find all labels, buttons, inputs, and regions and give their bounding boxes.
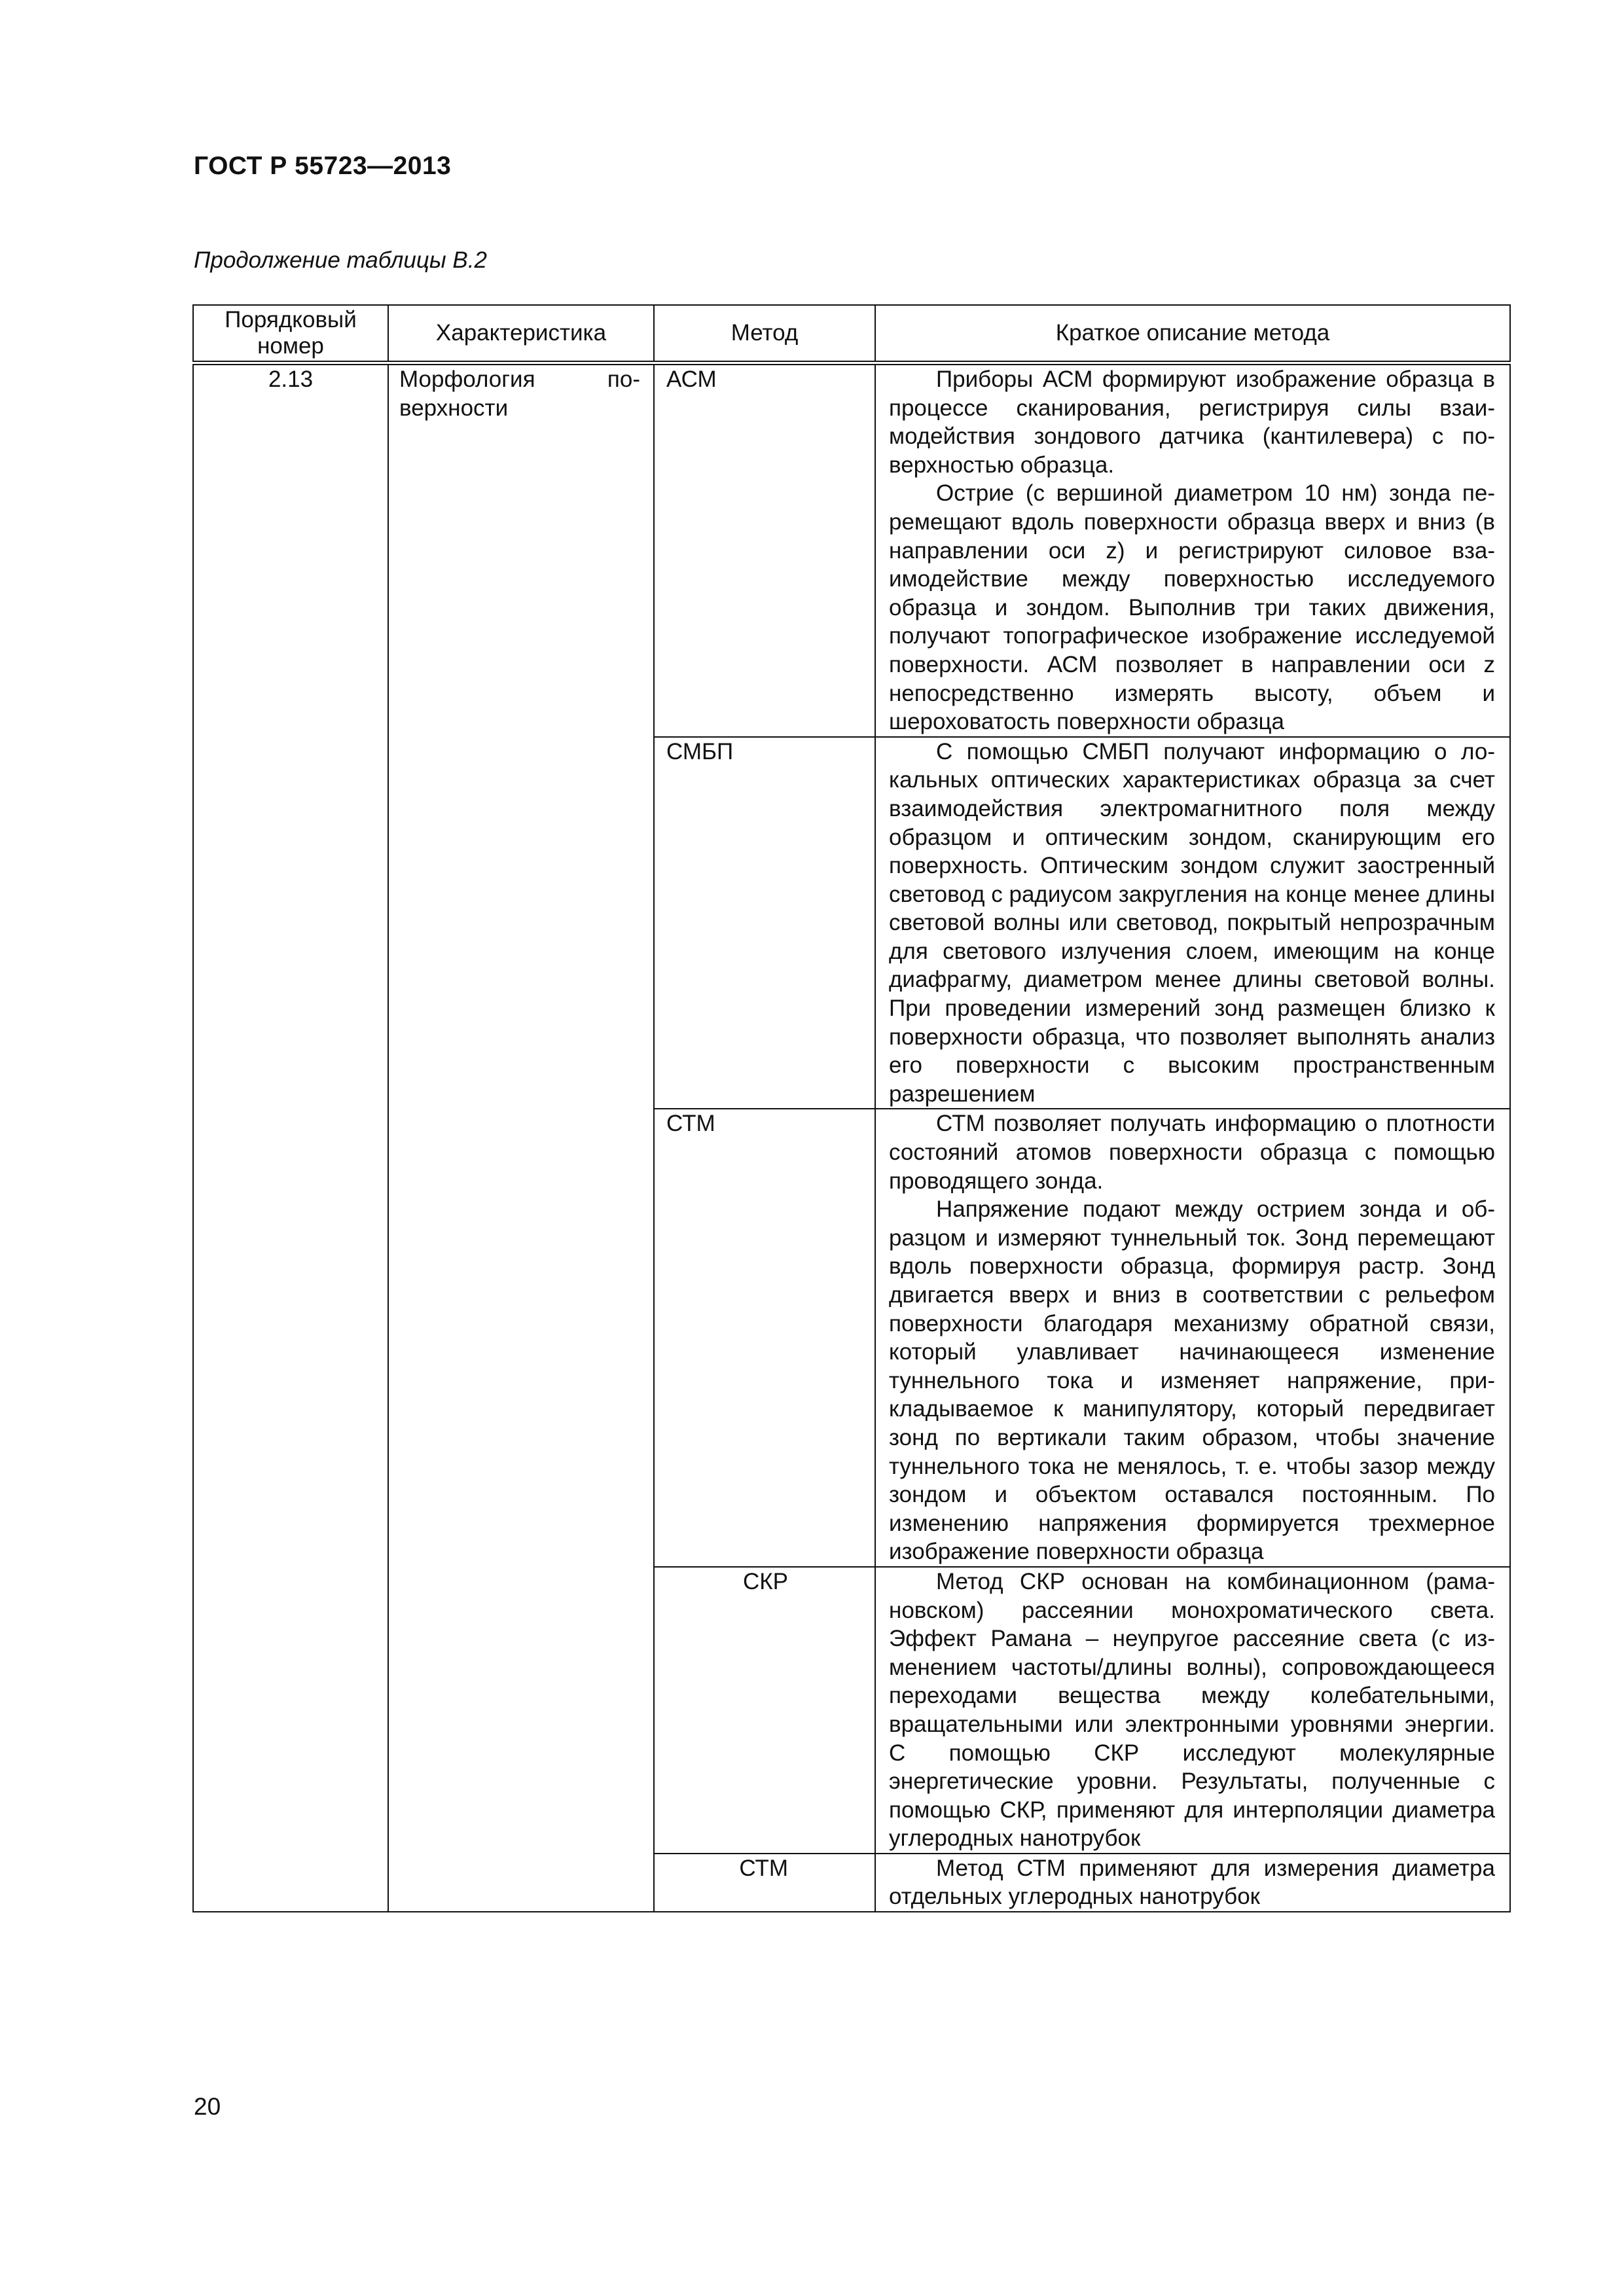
document-header: ГОСТ Р 55723—2013: [194, 152, 452, 180]
description-paragraph: Острие (с вершиной диаметром 10 нм) зонда перемещают вдоль поверхности образца вверх и вниз (в направлении оси z) и регистрируют силовое взаимодействие между поверхностью исследуемого образца и зондом. Выполнив три таких движения, получают топографическое изображение исследуемой поверхности. АСМ позволяет в направлении оси z непосредственно измерять высоту, объем и шероховатость поверхности образца: [889, 480, 1495, 735]
description-cell: [875, 1854, 1510, 1912]
characteristic-line-2: верхности: [399, 395, 509, 421]
method-cell: СКР: [654, 1567, 875, 1854]
table-header-row: [193, 305, 1510, 363]
description-paragraph: Приборы АСМ формируют изображение образца в процессе сканирования, регистрируя силы взаимодействия зондового датчика (кантилевера) с поверхностью образца.: [889, 367, 1495, 478]
method-cell: СТМ: [654, 1109, 875, 1567]
row-number: 2.13: [193, 363, 388, 1912]
column-header-description: Краткое описание метода: [875, 305, 1510, 363]
table-row: [193, 363, 1510, 737]
column-header-method: Метод: [654, 305, 875, 363]
description-cell: [875, 1567, 1510, 1854]
description-paragraph: Метод СТМ применяют для измерения диаметра отдельных углеродных нанотрубок: [889, 1855, 1495, 1910]
description-paragraph: СТМ позволяет получать информацию о плотности состояний атомов поверхности образца с помощью проводящего зонда.: [889, 1111, 1495, 1194]
description-paragraph: Напряжение подают между острием зонда и образцом и измеряют туннельный ток. Зонд перемещают вдоль поверхности образца, формируя растр. Зонд двигается вверх и вниз в соответствии с рельефом поверхности благодаря механизму обратной связи, который улавливает начинающееся изменение туннельного тока и изменяет напряжение, прикладываемое к манипулятору, который передвигает зонд по вертикали таким образом, чтобы значение туннельного тока не менялось, т. е. чтобы зазор между зондом и объектом оставался постоянным. По изменению напряжения формируется трехмерное изображение поверхности образца: [889, 1196, 1495, 1565]
description-cell: [875, 363, 1510, 737]
column-header-characteristic: Характеристика: [388, 305, 654, 363]
description-cell: [875, 737, 1510, 1109]
description-paragraph: Метод СКР основан на комбинационном (рамановском) рассеянии монохроматического света. Эффект Рамана – неупругое рассеяние света (с изменением частоты/длины волны), сопровождающееся переходами вещества между колебательными, вращательными или электронными уровнями энергии. С помощью СКР исследуют молекулярные энергетические уровни. Результаты, полученные с помощью СКР, применяют для интерполяции диаметра углеродных нанотрубок: [889, 1568, 1495, 1852]
description-cell: [875, 1109, 1510, 1567]
characteristic-line-1: Морфология по-: [399, 367, 640, 392]
method-cell: СТМ: [654, 1854, 875, 1912]
method-cell: АСМ: [654, 363, 875, 737]
row-characteristic: [388, 363, 654, 1912]
description-paragraph: С помощью СМБП получают информацию о локальных оптических характеристиках образца за счет взаимодействия электромагнитного поля между образцом и оптическим зондом, сканирующим его поверхность. Оптическим зондом служит заостренный световод с радиусом закругления на конце менее длины световой волны или световод, покрытый непрозрачным для светового излучения слоем, имеющим на конце диафрагму, диаметром менее длины световой волны. При проведении измерений зонд размещен близко к поверхности образца, что позволяет выполнять анализ его поверхности с высоким пространственным разрешением: [889, 738, 1495, 1107]
methods-table: [192, 304, 1511, 1912]
method-cell: СМБП: [654, 737, 875, 1109]
table-caption: Продолжение таблицы В.2: [194, 247, 487, 273]
column-header-number: Порядковый номер: [193, 305, 388, 363]
page-number: 20: [194, 2093, 221, 2120]
